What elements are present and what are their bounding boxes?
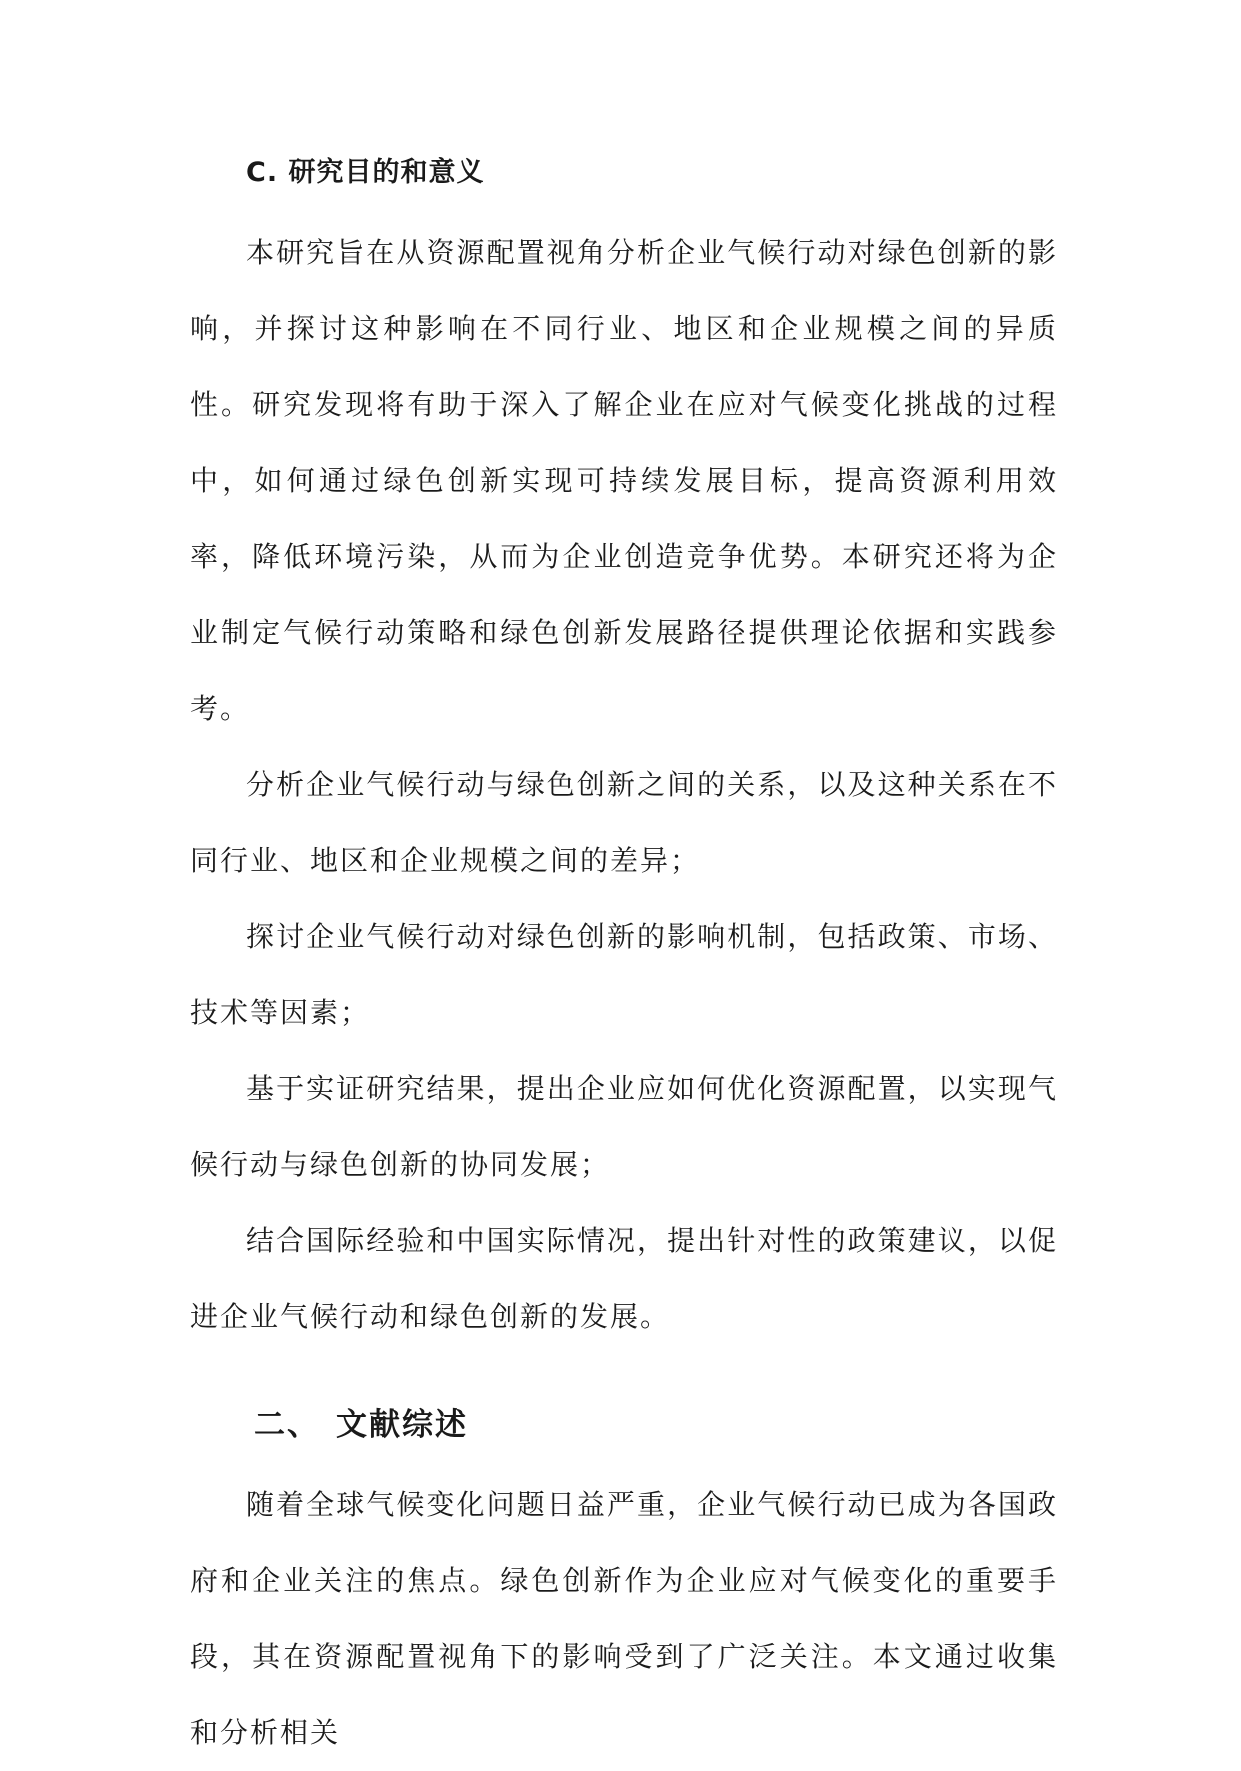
paragraph-objective-resource-allocation: 基于实证研究结果，提出企业应如何优化资源配置，以实现气候行动与绿色创新的协同发展； — [190, 1072, 1058, 1181]
subsection-heading: C. 研究目的和意义 — [246, 157, 485, 188]
section-heading — [254, 1395, 1058, 1455]
paragraph-research-purpose: 本研究旨在从资源配置视角分析企业气候行动对绿色创新的影响，并探讨这种影响在不同行业、地区和企业规模之间的异质性。研究发现将有助于深入了解企业在应对气候变化挑战的过程中，如何通过绿色创新实现可持续发展目标，提高资源利用效率，降低环境污染，从而为企业创造竞争优势。本研究还将为企业制定气候行动策略和绿色创新发展路径提供理论依据和实践参考。 — [190, 236, 1058, 725]
paragraph-objective-policy: 结合国际经验和中国实际情况，提出针对性的政策建议，以促进企业气候行动和绿色创新的发展。 — [190, 1224, 1058, 1333]
document-body — [190, 145, 1058, 1771]
paragraph-objective-relationship: 分析企业气候行动与绿色创新之间的关系，以及这种关系在不同行业、地区和企业规模之间的差异； — [190, 768, 1058, 877]
section-title: 文献综述 — [336, 1407, 468, 1443]
section-number: 二、 — [254, 1407, 320, 1443]
paragraph-literature-review: 随着全球气候变化问题日益严重，企业气候行动已成为各国政府和企业关注的焦点。绿色创新作为企业应对气候变化的重要手段，其在资源配置视角下的影响受到了广泛关注。本文通过收集和分析相关 — [190, 1488, 1058, 1749]
paragraph-objective-mechanism: 探讨企业气候行动对绿色创新的影响机制，包括政策、市场、技术等因素； — [190, 920, 1058, 1029]
